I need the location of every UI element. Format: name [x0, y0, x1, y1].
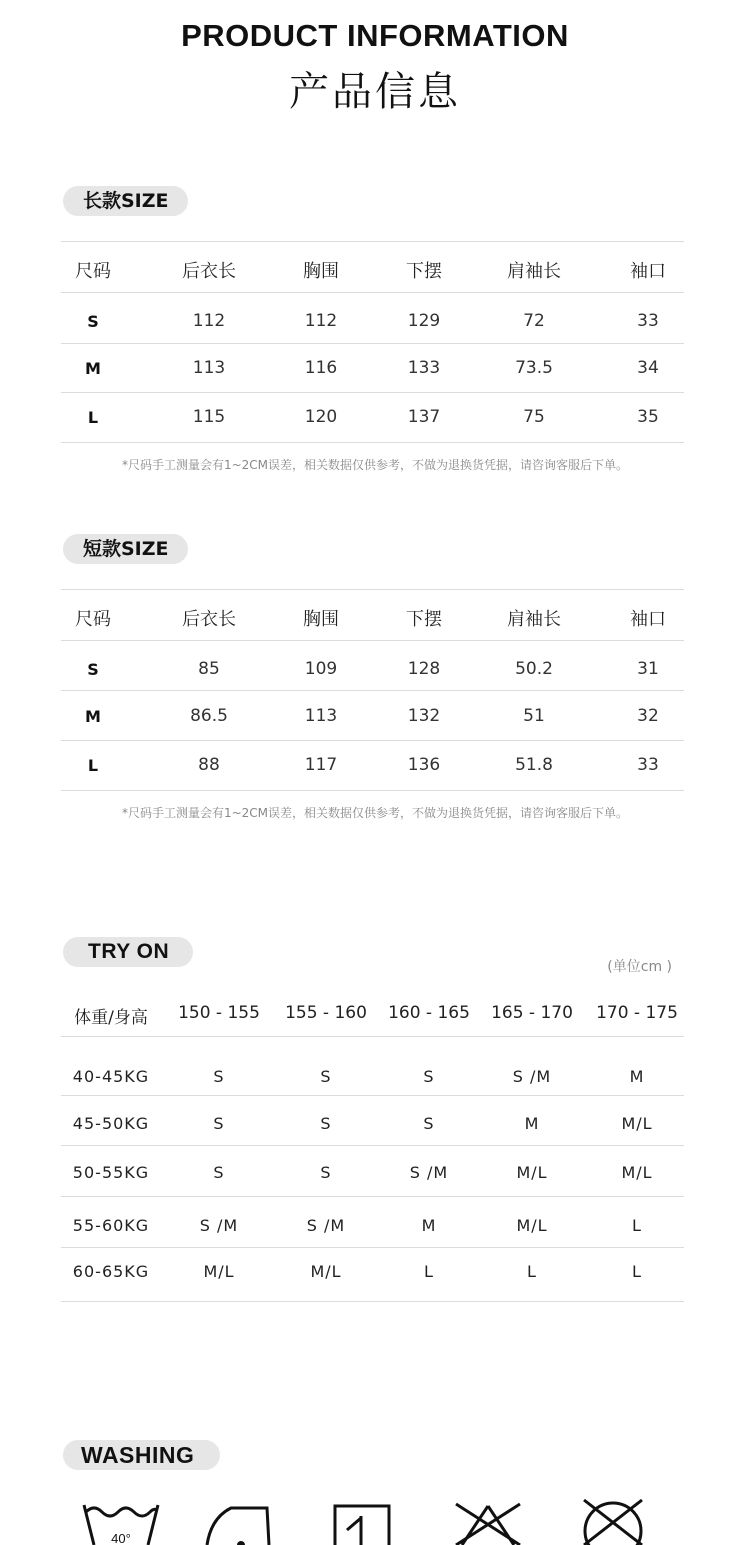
- column-header: 尺码: [75, 609, 111, 630]
- recommended-size-cell: S: [320, 1163, 332, 1182]
- page-title-cn: 产品信息: [289, 69, 461, 115]
- column-header: 170 - 175: [596, 1003, 678, 1023]
- size-label-cell: L: [87, 408, 99, 427]
- divider: [61, 392, 684, 393]
- weight-range-cell: 55-60KG: [72, 1216, 150, 1235]
- divider: [61, 1301, 684, 1302]
- table-cell: 129: [407, 311, 441, 331]
- column-header: 尺码: [75, 261, 111, 282]
- table-cell: 115: [192, 407, 226, 427]
- column-header: 后衣长: [182, 609, 236, 630]
- weight-range-cell: 40-45KG: [72, 1067, 150, 1086]
- table-cell: 109: [304, 659, 338, 679]
- recommended-size-cell: M/L: [621, 1114, 653, 1133]
- recommended-size-cell: S: [213, 1067, 225, 1086]
- recommended-size-cell: L: [632, 1262, 642, 1281]
- recommended-size-cell: S: [213, 1163, 225, 1182]
- table-cell: 75: [523, 407, 545, 427]
- recommended-size-cell: S /M: [512, 1067, 552, 1086]
- table-cell: 72: [523, 311, 545, 331]
- divider: [61, 790, 684, 791]
- long-size-label: 长款SIZE: [63, 186, 188, 216]
- recommended-size-cell: M/L: [621, 1163, 653, 1182]
- divider: [61, 1196, 684, 1197]
- table-cell: 137: [407, 407, 441, 427]
- divider: [61, 442, 684, 443]
- table-cell: 112: [304, 311, 338, 331]
- size-label-cell: S: [87, 312, 99, 331]
- recommended-size-cell: M: [524, 1114, 540, 1133]
- divider: [61, 292, 684, 293]
- divider: [61, 1095, 684, 1096]
- divider: [61, 589, 684, 590]
- unit-label: (单位cm ): [607, 959, 672, 975]
- size-disclaimer-note: *尺码手工测量会有1~2CM误差，相关数据仅供参考，不做为退换货凭据，请咨询客服后下单。: [121, 458, 629, 472]
- table-cell: 51: [523, 706, 545, 726]
- table-cell: 88: [198, 755, 220, 775]
- divider: [61, 640, 684, 641]
- recommended-size-cell: M: [421, 1216, 437, 1235]
- table-cell: 33: [637, 755, 659, 775]
- column-header: 155 - 160: [285, 1003, 367, 1023]
- do-not-dry-clean-icon: [580, 1498, 646, 1545]
- column-header: 150 - 155: [178, 1003, 260, 1023]
- divider: [61, 740, 684, 741]
- table-cell: 117: [304, 755, 338, 775]
- table-cell: 133: [407, 358, 441, 378]
- recommended-size-cell: S: [213, 1114, 225, 1133]
- recommended-size-cell: L: [527, 1262, 537, 1281]
- column-header: 后衣长: [182, 261, 236, 282]
- table-cell: 120: [304, 407, 338, 427]
- divider: [61, 1247, 684, 1248]
- table-cell: 73.5: [515, 358, 553, 378]
- do-not-bleach-icon: [452, 1500, 524, 1545]
- table-cell: 136: [407, 755, 441, 775]
- weight-range-cell: 45-50KG: [72, 1114, 150, 1133]
- recommended-size-cell: M/L: [516, 1216, 548, 1235]
- short-size-label: 短款SIZE: [63, 534, 188, 564]
- column-header: 肩袖长: [507, 261, 561, 282]
- table-cell: 35: [637, 407, 659, 427]
- column-header: 袖口: [630, 261, 666, 282]
- iron-icon: [205, 1502, 273, 1545]
- page-title-en: PRODUCT INFORMATION: [181, 18, 569, 53]
- table-cell: 31: [637, 659, 659, 679]
- column-header: 胸围: [303, 609, 339, 630]
- wash-temperature: 40°: [111, 1531, 131, 1545]
- divider: [61, 343, 684, 344]
- table-cell: 85: [198, 659, 220, 679]
- try-on-label: TRY ON: [63, 937, 193, 967]
- table-cell: 128: [407, 659, 441, 679]
- table-cell: 34: [637, 358, 659, 378]
- table-cell: 32: [637, 706, 659, 726]
- size-label-cell: L: [87, 756, 99, 775]
- column-header: 下摆: [406, 261, 442, 282]
- size-label-cell: S: [87, 660, 99, 679]
- table-cell: 116: [304, 358, 338, 378]
- table-cell: 132: [407, 706, 441, 726]
- column-header: 体重/身高: [74, 1008, 148, 1028]
- table-cell: 113: [192, 358, 226, 378]
- recommended-size-cell: S /M: [409, 1163, 449, 1182]
- tumble-dry-icon: [333, 1502, 391, 1545]
- weight-range-cell: 60-65KG: [72, 1262, 150, 1281]
- size-label-cell: M: [85, 707, 101, 726]
- recommended-size-cell: L: [424, 1262, 434, 1281]
- weight-range-cell: 50-55KG: [72, 1163, 150, 1182]
- table-cell: 50.2: [515, 659, 553, 679]
- divider: [61, 1145, 684, 1146]
- column-header: 胸围: [303, 261, 339, 282]
- table-cell: 112: [192, 311, 226, 331]
- table-cell: 51.8: [515, 755, 553, 775]
- washing-label: WASHING: [63, 1440, 220, 1470]
- column-header: 袖口: [630, 609, 666, 630]
- column-header: 165 - 170: [491, 1003, 573, 1023]
- column-header: 下摆: [406, 609, 442, 630]
- recommended-size-cell: S: [320, 1114, 332, 1133]
- divider: [61, 690, 684, 691]
- divider: [61, 241, 684, 242]
- table-cell: 33: [637, 311, 659, 331]
- recommended-size-cell: M/L: [516, 1163, 548, 1182]
- recommended-size-cell: S: [320, 1067, 332, 1086]
- table-cell: 86.5: [190, 706, 228, 726]
- size-label-cell: M: [85, 359, 101, 378]
- table-cell: 113: [304, 706, 338, 726]
- recommended-size-cell: M: [629, 1067, 645, 1086]
- size-disclaimer-note: *尺码手工测量会有1~2CM误差，相关数据仅供参考，不做为退换货凭据，请咨询客服后下单。: [121, 806, 629, 820]
- recommended-size-cell: L: [632, 1216, 642, 1235]
- recommended-size-cell: S: [423, 1114, 435, 1133]
- recommended-size-cell: M/L: [310, 1262, 342, 1281]
- column-header: 肩袖长: [507, 609, 561, 630]
- recommended-size-cell: M/L: [203, 1262, 235, 1281]
- divider: [61, 1036, 684, 1037]
- recommended-size-cell: S: [423, 1067, 435, 1086]
- recommended-size-cell: S /M: [306, 1216, 346, 1235]
- recommended-size-cell: S /M: [199, 1216, 239, 1235]
- column-header: 160 - 165: [388, 1003, 470, 1023]
- wash-40-icon: [82, 1500, 160, 1545]
